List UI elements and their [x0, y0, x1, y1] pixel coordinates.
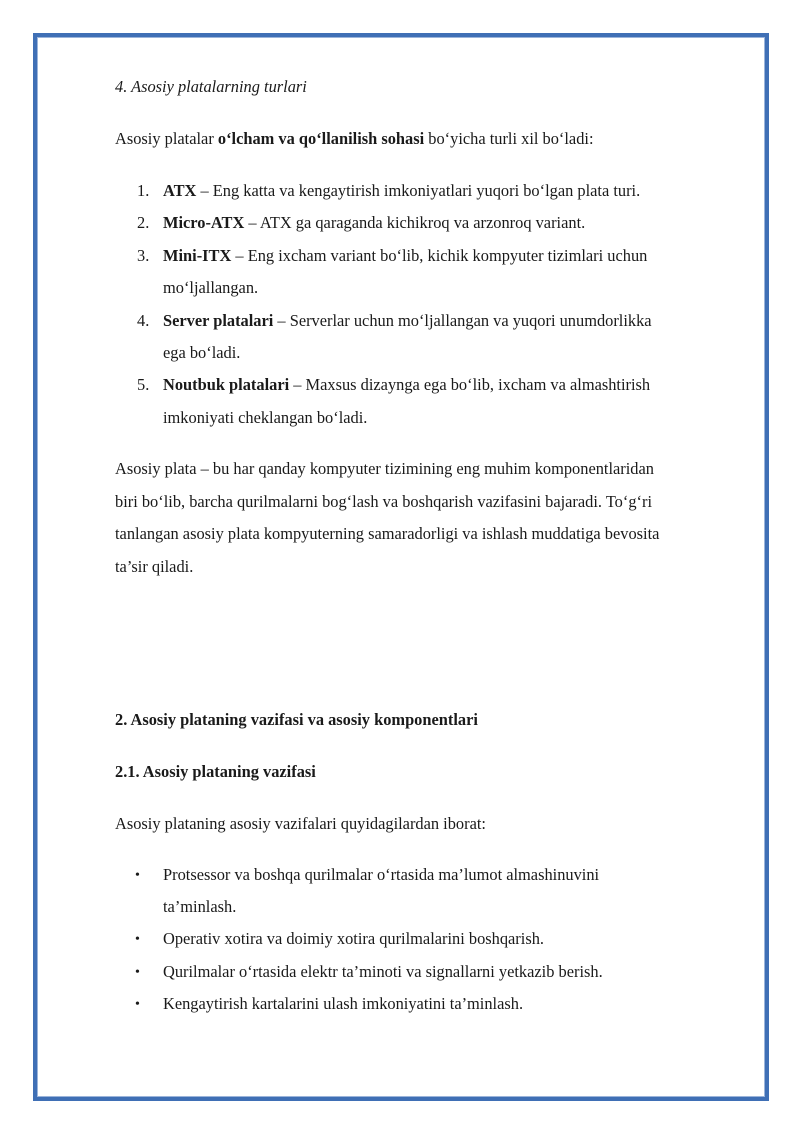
list-item-desc: – Maxsus dizaynga ega bo‘lib, ixcham va almashtirish — [289, 375, 651, 394]
list-item-desc: – ATX ga qaraganda kichikroq va arzonroq variant. — [244, 213, 586, 232]
list-item-continuation: imkoniyati cheklangan bo‘ladi. — [163, 408, 368, 427]
list-number: 4. — [137, 311, 150, 330]
list-item — [163, 311, 652, 331]
list-number: 1. — [137, 181, 150, 200]
list-item: Kengaytirish kartalarini ulash imkoniyatini ta’minlash. — [163, 994, 524, 1013]
list-item — [163, 213, 585, 233]
list-item — [163, 181, 640, 201]
list-item-desc: – Serverlar uchun mo‘ljallangan va yuqori unumdorlikka — [273, 311, 652, 330]
subsection-heading: 2.1. Asosiy plataning vazifasi — [115, 762, 316, 781]
list-item-continuation: ega bo‘ladi. — [163, 343, 241, 362]
list-item-term: Server platalari — [163, 311, 274, 330]
list-item-continuation: ta’minlash. — [163, 897, 237, 916]
list-number: 2. — [137, 213, 150, 232]
list-item-term: Mini-ITX — [163, 246, 232, 265]
intro-paragraph — [115, 129, 594, 149]
list-item: Operativ xotira va doimiy xotira qurilmalarini boshqarish. — [163, 929, 544, 948]
list-item — [163, 246, 647, 266]
list-item: Protsessor va boshqa qurilmalar o‘rtasida ma’lumot almashinuvini — [163, 865, 600, 884]
list-item-continuation: mo‘ljallangan. — [163, 278, 259, 297]
paragraph-line: ta’sir qiladi. — [115, 557, 194, 576]
paragraph-line: Asosiy plata – bu har qanday kompyuter tizimining eng muhim komponentlaridan — [115, 459, 654, 478]
bullet-icon: • — [135, 965, 140, 980]
intro-text-end: bo‘yicha turli xil bo‘ladi: — [424, 129, 594, 148]
bullet-icon: • — [135, 868, 140, 883]
bullet-icon: • — [135, 997, 140, 1012]
functions-intro: Asosiy plataning asosiy vazifalari quyidagilardan iborat: — [115, 814, 486, 833]
intro-text: Asosiy platalar — [115, 129, 218, 148]
paragraph-line: tanlangan asosiy plata kompyuterning samaradorligi va ishlash muddatiga bevosita — [115, 524, 660, 543]
chapter-heading: 2. Asosiy plataning vazifasi va asosiy komponentlari — [115, 710, 478, 729]
section-heading: 4. Asosiy platalarning turlari — [115, 77, 307, 96]
list-item — [163, 375, 650, 395]
list-item-term: Noutbuk platalari — [163, 375, 290, 394]
list-item: Qurilmalar o‘rtasida elektr ta’minoti va signallarni yetkazib berish. — [163, 962, 603, 981]
list-item-desc: – Eng ixcham variant bo‘lib, kichik kompyuter tizimlari uchun — [231, 246, 648, 265]
bullet-icon: • — [135, 932, 140, 947]
intro-bold-text: o‘lcham va qo‘llanilish sohasi — [217, 129, 425, 148]
list-number: 3. — [137, 246, 150, 265]
list-item-term: ATX — [163, 181, 197, 200]
list-item-desc: – Eng katta va kengaytirish imkoniyatlari yuqori bo‘lgan plata turi. — [196, 181, 641, 200]
paragraph-line: biri bo‘lib, barcha qurilmalarni bog‘lash va boshqarish vazifasini bajaradi. To‘g‘ri — [115, 492, 653, 511]
list-number: 5. — [137, 375, 150, 394]
list-item-term: Micro-ATX — [163, 213, 245, 232]
